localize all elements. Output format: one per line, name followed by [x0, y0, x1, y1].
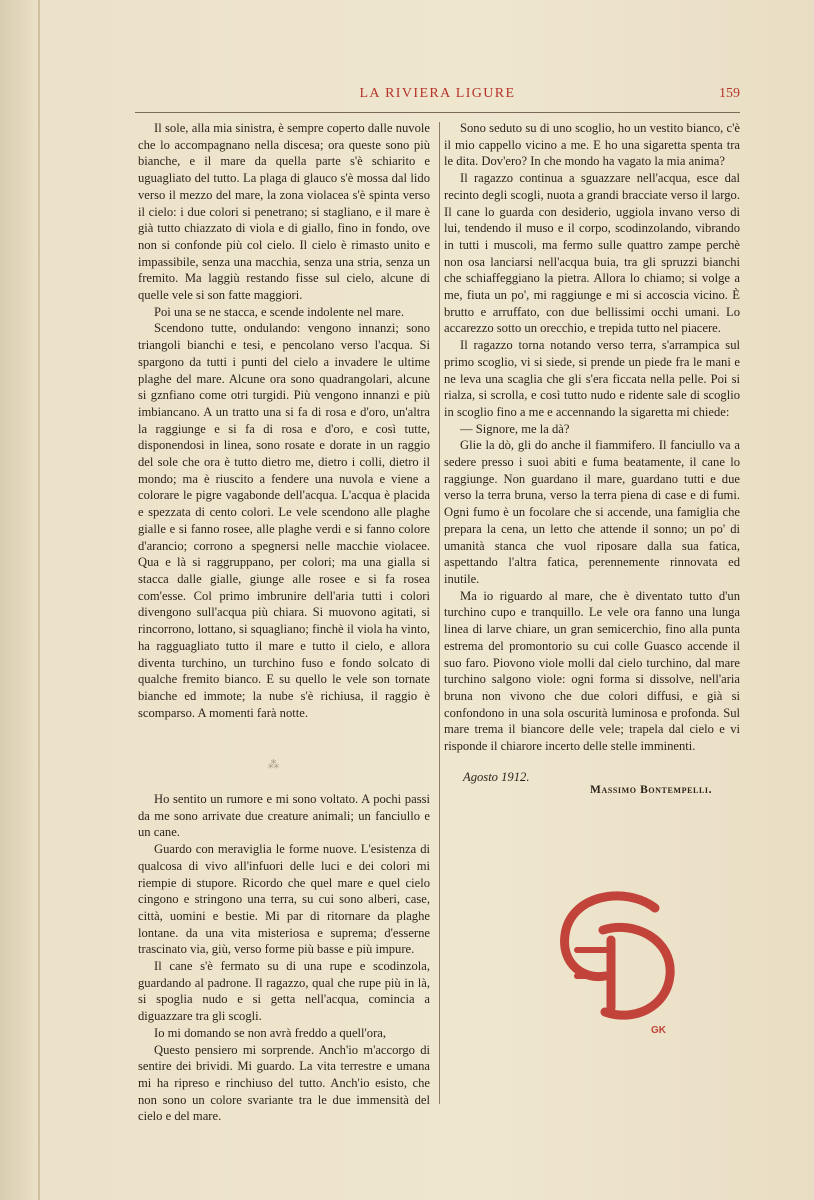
paragraph: Guardo con meraviglia le forme nuove. L'esistenza di qualcosa di vivo all'infuori delle luci e dei colori mi riempie di stupore. Ricordo che quel mare e quel cielo cingono e stringono una terra, su cui sono alberi, case, città, uomini e bestie. Mi par di ritornare da plaghe lontane. da una vita misteriosa e suprema; d'esserne trascinato via, giù, verso forme più basse e più impure.	[138, 842, 430, 957]
paragraph: Ho sentito un rumore e mi sono voltato. A pochi passi da me sono arrivate due creature animali; un fanciullo e un cane.	[138, 792, 430, 840]
paragraph: Il ragazzo torna notando verso terra, s'arrampica sul primo scoglio, vi si siede, si prende un piede fra le mani e ne leva una scaglia che gli s'era ficcata nella pelle. Poi si rialza, si scrolla, e così tutto nudo e ridente sale di scoglio in scoglio fino a me e accennando la sigaretta mi chiede:	[444, 338, 740, 419]
paragraph: Questo pensiero mi sorprende. Anch'io m'accorgo di sentire dei brividi. Mi guardo. La vita terrestre e umana mi ha ripreso e rinchiuso del tutto. Anch'io esisto, che non sono un colore svariante tra le due immensità del cielo e del mare.	[138, 1042, 430, 1124]
running-title: LA RIVIERA LIGURE	[359, 86, 516, 101]
header-rule	[135, 112, 740, 113]
paragraph: Glie la dò, gli do anche il fiammifero. Il fanciullo va a sedere presso i suoi abiti e fuma beatamente, il cane lo raggiunge. Non guardano il mare, guardano tutti e due verso la terra bruna, verso la terra piena di case e di fumi. Ogni fumo è un focolare che si accende, una famiglia che prepara la cena, un letto che attende il sonno; un po' di umanità stanca che vuol riposare dalla sua fatica, aspettando l'altra fatica, perennemente rinnovata ed inutile.	[444, 438, 740, 586]
paragraph: Scendono tutte, ondulando: vengono innanzi; sono triangoli bianchi e tesi, e pencolano verso l'acqua. Si spargono da tutti i punti del cielo a invadere le ultime plaghe del mare. Alcune ora sono quadrangolari, alcune si gznfiano come otri turgidi. Più vengono innanzi e più imbiancano. A un tratto una si fa di rosa e d'oro, un'altra la raggiunge e si fa di rosa e d'oro, e così tutte, disponendosi in linea, sono rosate e dorate in un raggio del sole che ora è tutto dietro me, dietro i colli, dietro il mondo; ma è riuscito a fendere una nuvola e viene a colorare le pigre vagabonde dell'acqua. L'acqua è placida e spezzata di cento colori. Le vele scendono alle plaghe gialle e si fanno rosee, alle plaghe verdi e si fanno colore d'arancio; corrono a spegnersi nelle macchie violacee. Qua e là si raggruppano, per colori; ma una gialla si stacca dalle gialle, giunge alle rosee e si fa rosea com'esse. Col primo imbrunire dell'aria tutti i colori divengono sull'acqua più chiara. Si muovono agitati, si rincorrono, lottano, si squagliano; finchè il viola ha vinto, ha ragguagliato tutto il mare e tutto il cielo, e allora diventa turchino, un turchino fuso e fondo solcato di qualche fremito bianco. E su quello le vele son tornate bianche ed immote; la nube s'è richiusa, il raggio è scomparso. A momenti farà notte.	[138, 321, 430, 720]
section-ornament: ⁂	[268, 758, 279, 771]
paragraph: Sono seduto su di uno scoglio, ho un vestito bianco, c'è il mio cappello vicino a me. E ho una sigaretta spenta tra le dita. Dov'ero? In che mondo ha vagato la mia anima?	[444, 121, 740, 169]
emblem-initials: GK	[651, 1025, 666, 1036]
paragraph: Ma io riguardo al mare, che è diventato tutto d'un turchino cupo e tranquillo. Le vele ora fanno una lunga linea di larve chiare, un gran semicerchio, fino alla punta estrema del promontorio su cui colle Guasco accende il suo faro. Piovono viole molli dal cielo turchino, dal mare turchino salgono viole: ogni forma si dissolve, nell'aria bruna non vivono che due colori diffusi, e già si confondono in una sola oscurità luminosa e profonda. Sul mare trema il biancore delle vele; trapela dal cielo e vi risponde il chiarore incerto delle stelle imminenti.	[444, 588, 740, 754]
paragraph: Poi una se ne stacca, e scende indolente nel mare.	[154, 304, 405, 319]
left-column-bottom	[138, 791, 430, 1125]
page-number: 159	[719, 86, 740, 101]
paragraph: Io mi domando se non avrà freddo a quell'ora,	[154, 1025, 387, 1040]
paragraph: — Signore, me la dà?	[460, 421, 570, 436]
left-column-top	[138, 120, 430, 721]
binding-edge	[38, 0, 40, 1200]
paragraph: Il cane s'è fermato su di una rupe e scodinzola, guardando al padrone. Il ragazzo, qual che rupe più in là, si spoglia nudo e si getta nell'acqua, comincia a diguazzare tra gli scogli.	[138, 959, 430, 1024]
paragraph: Il sole, alla mia sinistra, è sempre coperto dalle nuvole che lo accompagnano nella discesa; ora queste sono più bianche, e il mare da quella parte s'è schiarito e uguagliato del tutto. La plaga di glauco s'è mossa dal lido verso il mezzo del mare, la zona violacea s'è spinta verso il cielo: i due colori si penetrano; si stagliano, e il mare è già tutto chiazzato di viola e di giallo, fino in fondo, ove non si confonde più col cielo. Il cielo è rimasto unito e impassibile, senza una macchia, senza una stria, senza un fremito. Ma laggiù restando fisse sul cielo, alcune di quelle vele si son fatte maggiori.	[138, 121, 430, 303]
date-line: Agosto 1912.	[463, 770, 530, 784]
paragraph: Il ragazzo continua a sguazzare nell'acqua, esce dal recinto degli scogli, nuota a grandi bracciate verso il largo. Il cane lo guarda con desiderio, uggiola invano verso di lui, tendendo il muso e il corpo, scodinzolando, vibrando in tutti i muscoli, ma fermo sulle quattro zampe perchè non osa lanciarsi nell'acqua buia, tra gli spruzzi bianchi che schiaffeggiano la pietra. Allora lo chiamo; si volge a me, fiuta un po', mi raggiunge e mi si accoscia vicino. È brutto e arruffato, con due bellissimi occhi umani. Lo accarezzo sotto un orecchio, e trepida tutto nel piacere.	[444, 171, 740, 336]
page-header	[135, 86, 740, 110]
right-column	[444, 120, 740, 755]
author-signature: Massimo Bontempelli.	[590, 784, 713, 796]
sd-monogram-emblem	[545, 880, 695, 1030]
column-divider	[439, 122, 440, 1104]
